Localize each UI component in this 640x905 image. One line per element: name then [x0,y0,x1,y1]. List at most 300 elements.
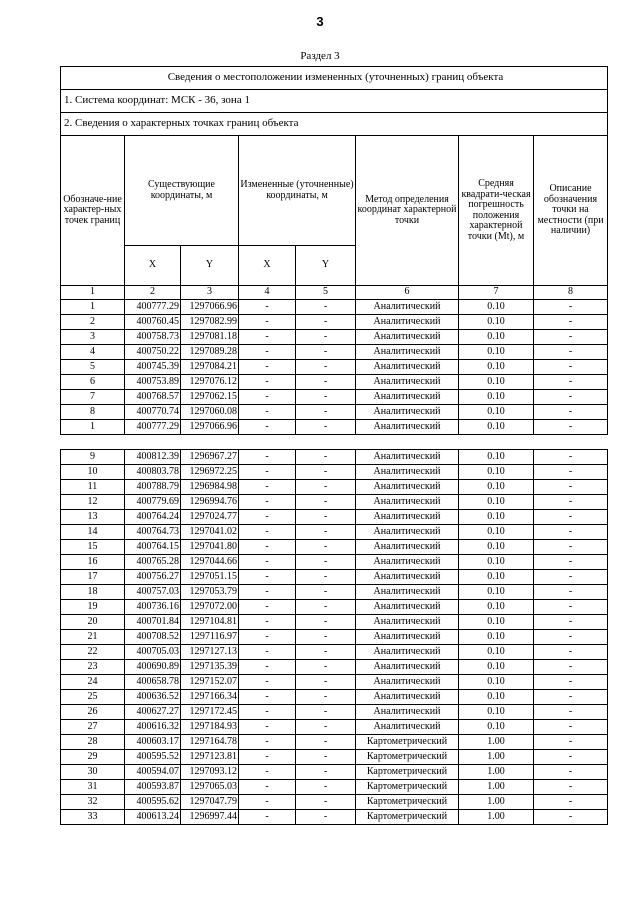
existing-y: 1297066.96 [181,420,239,435]
existing-y: 1297066.96 [181,300,239,315]
point-id: 8 [61,405,125,420]
changed-x: - [239,510,296,525]
existing-x: 400616.32 [125,720,181,735]
accuracy: 0.10 [459,405,534,420]
changed-x: - [239,600,296,615]
points-section-title: 2. Сведения о характерных точках границ объекта [61,113,608,136]
table-row [61,525,608,540]
description: - [534,300,608,315]
table-row [61,795,608,810]
existing-x: 400750.22 [125,345,181,360]
changed-x: - [239,735,296,750]
existing-x: 400768.57 [125,390,181,405]
changed-x: - [239,660,296,675]
existing-y: 1297062.15 [181,390,239,405]
description: - [534,495,608,510]
existing-y: 1297184.93 [181,720,239,735]
accuracy: 1.00 [459,765,534,780]
description: - [534,510,608,525]
changed-y: - [296,525,356,540]
existing-x: 400758.73 [125,330,181,345]
changed-x: - [239,540,296,555]
point-id: 13 [61,510,125,525]
existing-y: 1297072.00 [181,600,239,615]
existing-x: 400593.87 [125,780,181,795]
method: Аналитический [356,720,459,735]
point-id: 14 [61,525,125,540]
header-existing-coordinates: Существующие координаты, м [125,136,239,246]
method: Аналитический [356,330,459,345]
accuracy: 0.10 [459,660,534,675]
description: - [534,450,608,465]
header-method: Метод определения координат характерной точки [356,136,459,286]
existing-x: 400803.78 [125,465,181,480]
accuracy: 0.10 [459,615,534,630]
existing-x: 400594.07 [125,765,181,780]
column-number: 1 [61,286,125,300]
method: Аналитический [356,525,459,540]
point-id: 16 [61,555,125,570]
method: Аналитический [356,345,459,360]
method: Аналитический [356,690,459,705]
changed-x: - [239,495,296,510]
description: - [534,675,608,690]
changed-x: - [239,345,296,360]
changed-x: - [239,315,296,330]
accuracy: 0.10 [459,420,534,435]
existing-x: 400777.29 [125,300,181,315]
description: - [534,810,608,825]
changed-y: - [296,360,356,375]
existing-y: 1297123.81 [181,750,239,765]
point-id: 18 [61,585,125,600]
accuracy: 0.10 [459,600,534,615]
existing-y: 1296997.44 [181,810,239,825]
accuracy: 0.10 [459,585,534,600]
accuracy: 0.10 [459,300,534,315]
changed-x: - [239,750,296,765]
changed-x: - [239,795,296,810]
description: - [534,465,608,480]
description: - [534,765,608,780]
point-id: 6 [61,375,125,390]
accuracy: 0.10 [459,330,534,345]
changed-x: - [239,645,296,660]
existing-y: 1297060.08 [181,405,239,420]
existing-x: 400705.03 [125,645,181,660]
existing-x: 400636.52 [125,690,181,705]
existing-y: 1297041.02 [181,525,239,540]
method: Аналитический [356,705,459,720]
point-id: 3 [61,330,125,345]
existing-y: 1297152.07 [181,675,239,690]
existing-y: 1297047.79 [181,795,239,810]
point-id: 22 [61,645,125,660]
accuracy: 1.00 [459,810,534,825]
changed-x: - [239,630,296,645]
changed-x: - [239,765,296,780]
header-changed-coordinates: Измененные (уточненные) координаты, м [239,136,356,246]
changed-y: - [296,630,356,645]
point-id: 27 [61,720,125,735]
existing-y: 1297044.66 [181,555,239,570]
existing-x: 400595.62 [125,795,181,810]
accuracy: 0.10 [459,690,534,705]
method: Аналитический [356,570,459,585]
point-id: 28 [61,735,125,750]
existing-x: 400764.15 [125,540,181,555]
existing-y: 1296967.27 [181,450,239,465]
description: - [534,375,608,390]
existing-y: 1296984.98 [181,480,239,495]
point-id: 19 [61,600,125,615]
table-row [61,765,608,780]
description: - [534,525,608,540]
column-number: 8 [534,286,608,300]
description: - [534,690,608,705]
point-id: 9 [61,450,125,465]
method: Аналитический [356,420,459,435]
column-number: 6 [356,286,459,300]
table-row [61,300,608,315]
header-existing-x: X [125,246,181,286]
method: Аналитический [356,450,459,465]
changed-x: - [239,720,296,735]
existing-y: 1297089.28 [181,345,239,360]
changed-x: - [239,705,296,720]
existing-x: 400765.28 [125,555,181,570]
description: - [534,645,608,660]
changed-y: - [296,660,356,675]
changed-x: - [239,615,296,630]
point-id: 29 [61,750,125,765]
description: - [534,600,608,615]
description: - [534,630,608,645]
method: Аналитический [356,390,459,405]
changed-y: - [296,720,356,735]
accuracy: 1.00 [459,780,534,795]
method: Аналитический [356,630,459,645]
table-row [61,390,608,405]
description: - [534,615,608,630]
description: - [534,780,608,795]
changed-y: - [296,510,356,525]
changed-y: - [296,375,356,390]
existing-x: 400603.17 [125,735,181,750]
accuracy: 0.10 [459,315,534,330]
changed-y: - [296,495,356,510]
changed-x: - [239,525,296,540]
description: - [534,720,608,735]
point-id: 26 [61,705,125,720]
method: Аналитический [356,510,459,525]
point-id: 21 [61,630,125,645]
changed-y: - [296,300,356,315]
table-row [61,660,608,675]
accuracy: 0.10 [459,645,534,660]
table-row [61,645,608,660]
contour-separator-row [61,435,608,450]
changed-y: - [296,330,356,345]
table-row [61,405,608,420]
accuracy: 0.10 [459,720,534,735]
changed-y: - [296,645,356,660]
table-row [61,780,608,795]
changed-y: - [296,420,356,435]
accuracy: 0.10 [459,525,534,540]
column-number: 7 [459,286,534,300]
changed-x: - [239,375,296,390]
table-row [61,720,608,735]
description: - [534,480,608,495]
method: Аналитический [356,375,459,390]
changed-x: - [239,390,296,405]
column-number: 4 [239,286,296,300]
accuracy: 0.10 [459,465,534,480]
description: - [534,405,608,420]
table-row [61,690,608,705]
point-id: 1 [61,300,125,315]
point-id: 2 [61,315,125,330]
description: - [534,540,608,555]
header-description: Описание обозначения точки на местности (при наличии) [534,136,608,286]
accuracy: 0.10 [459,555,534,570]
accuracy: 1.00 [459,750,534,765]
method: Картометрический [356,810,459,825]
method: Аналитический [356,600,459,615]
point-id: 30 [61,765,125,780]
point-id: 4 [61,345,125,360]
existing-y: 1297164.78 [181,735,239,750]
changed-x: - [239,450,296,465]
existing-y: 1297041.80 [181,540,239,555]
method: Аналитический [356,405,459,420]
changed-x: - [239,480,296,495]
description: - [534,420,608,435]
changed-y: - [296,690,356,705]
point-id: 12 [61,495,125,510]
description: - [534,585,608,600]
existing-y: 1297082.99 [181,315,239,330]
description: - [534,660,608,675]
existing-x: 400812.39 [125,450,181,465]
table-row [61,675,608,690]
changed-x: - [239,585,296,600]
changed-y: - [296,480,356,495]
description: - [534,795,608,810]
section-label: Раздел 3 [300,50,340,62]
changed-y: - [296,600,356,615]
accuracy: 0.10 [459,675,534,690]
changed-x: - [239,555,296,570]
point-id: 32 [61,795,125,810]
existing-y: 1297104.81 [181,615,239,630]
existing-x: 400788.79 [125,480,181,495]
boundary-points-table [60,66,608,825]
existing-x: 400745.39 [125,360,181,375]
changed-y: - [296,315,356,330]
existing-x: 400658.78 [125,675,181,690]
accuracy: 1.00 [459,735,534,750]
existing-y: 1297093.12 [181,765,239,780]
existing-x: 400708.52 [125,630,181,645]
table-title: Сведения о местоположении измененных (уточненных) границ объекта [61,67,608,90]
method: Аналитический [356,660,459,675]
existing-x: 400627.27 [125,705,181,720]
method: Аналитический [356,615,459,630]
changed-x: - [239,465,296,480]
changed-x: - [239,360,296,375]
table-row [61,450,608,465]
table-row [61,570,608,585]
changed-y: - [296,810,356,825]
table-row [61,510,608,525]
accuracy: 0.10 [459,705,534,720]
method: Аналитический [356,540,459,555]
table-row [61,315,608,330]
point-id: 23 [61,660,125,675]
description: - [534,750,608,765]
point-id: 17 [61,570,125,585]
table-row [61,615,608,630]
changed-y: - [296,765,356,780]
description: - [534,705,608,720]
changed-y: - [296,780,356,795]
method: Аналитический [356,360,459,375]
changed-y: - [296,750,356,765]
table-row [61,480,608,495]
changed-y: - [296,405,356,420]
accuracy: 0.10 [459,375,534,390]
existing-x: 400770.74 [125,405,181,420]
existing-x: 400613.24 [125,810,181,825]
existing-x: 400764.24 [125,510,181,525]
changed-x: - [239,690,296,705]
changed-y: - [296,540,356,555]
table-row [61,495,608,510]
table-row [61,630,608,645]
changed-y: - [296,675,356,690]
method: Аналитический [356,555,459,570]
point-id: 7 [61,390,125,405]
existing-x: 400764.73 [125,525,181,540]
changed-y: - [296,615,356,630]
table-row [61,345,608,360]
header-changed-y: Y [296,246,356,286]
point-id: 5 [61,360,125,375]
method: Аналитический [356,300,459,315]
point-id: 11 [61,480,125,495]
description: - [534,360,608,375]
method: Картометрический [356,765,459,780]
accuracy: 0.10 [459,570,534,585]
column-number: 2 [125,286,181,300]
existing-y: 1297084.21 [181,360,239,375]
existing-x: 400595.52 [125,750,181,765]
table-row [61,810,608,825]
existing-y: 1297127.13 [181,645,239,660]
existing-x: 400701.84 [125,615,181,630]
accuracy: 0.10 [459,360,534,375]
changed-x: - [239,675,296,690]
table-row [61,375,608,390]
point-id: 20 [61,615,125,630]
accuracy: 0.10 [459,390,534,405]
table-row [61,360,608,375]
header-existing-y: Y [181,246,239,286]
description: - [534,735,608,750]
changed-y: - [296,585,356,600]
existing-y: 1297051.15 [181,570,239,585]
existing-y: 1297053.79 [181,585,239,600]
column-number: 5 [296,286,356,300]
page-number: 3 [316,14,324,29]
description: - [534,345,608,360]
existing-y: 1296994.76 [181,495,239,510]
existing-x: 400756.27 [125,570,181,585]
changed-y: - [296,390,356,405]
changed-y: - [296,705,356,720]
table-row [61,540,608,555]
existing-y: 1297081.18 [181,330,239,345]
coordinate-system: 1. Система координат: МСК - 36, зона 1 [61,90,608,113]
method: Аналитический [356,585,459,600]
changed-x: - [239,810,296,825]
accuracy: 0.10 [459,450,534,465]
accuracy: 0.10 [459,540,534,555]
table-row [61,465,608,480]
existing-x: 400760.45 [125,315,181,330]
method: Картометрический [356,780,459,795]
accuracy: 0.10 [459,495,534,510]
method: Аналитический [356,645,459,660]
existing-x: 400757.03 [125,585,181,600]
changed-x: - [239,405,296,420]
changed-y: - [296,345,356,360]
table-row [61,750,608,765]
accuracy: 0.10 [459,480,534,495]
existing-x: 400736.16 [125,600,181,615]
changed-x: - [239,780,296,795]
existing-y: 1297135.39 [181,660,239,675]
changed-x: - [239,570,296,585]
table-row [61,600,608,615]
table-row [61,555,608,570]
table-row [61,705,608,720]
existing-y: 1297065.03 [181,780,239,795]
description: - [534,390,608,405]
header-accuracy: Средняя квадрати-ческая погрешность положения характерной точки (Mt), м [459,136,534,286]
table-row [61,585,608,600]
existing-x: 400777.29 [125,420,181,435]
existing-y: 1297166.34 [181,690,239,705]
point-id: 15 [61,540,125,555]
existing-x: 400779.69 [125,495,181,510]
changed-y: - [296,795,356,810]
changed-y: - [296,570,356,585]
point-id: 33 [61,810,125,825]
accuracy: 1.00 [459,795,534,810]
method: Аналитический [356,675,459,690]
table-row [61,330,608,345]
accuracy: 0.10 [459,510,534,525]
changed-y: - [296,735,356,750]
method: Картометрический [356,750,459,765]
existing-y: 1297172.45 [181,705,239,720]
header-designation: Обозначе-ние характер-ных точек границ [61,136,125,286]
changed-y: - [296,555,356,570]
point-id: 25 [61,690,125,705]
